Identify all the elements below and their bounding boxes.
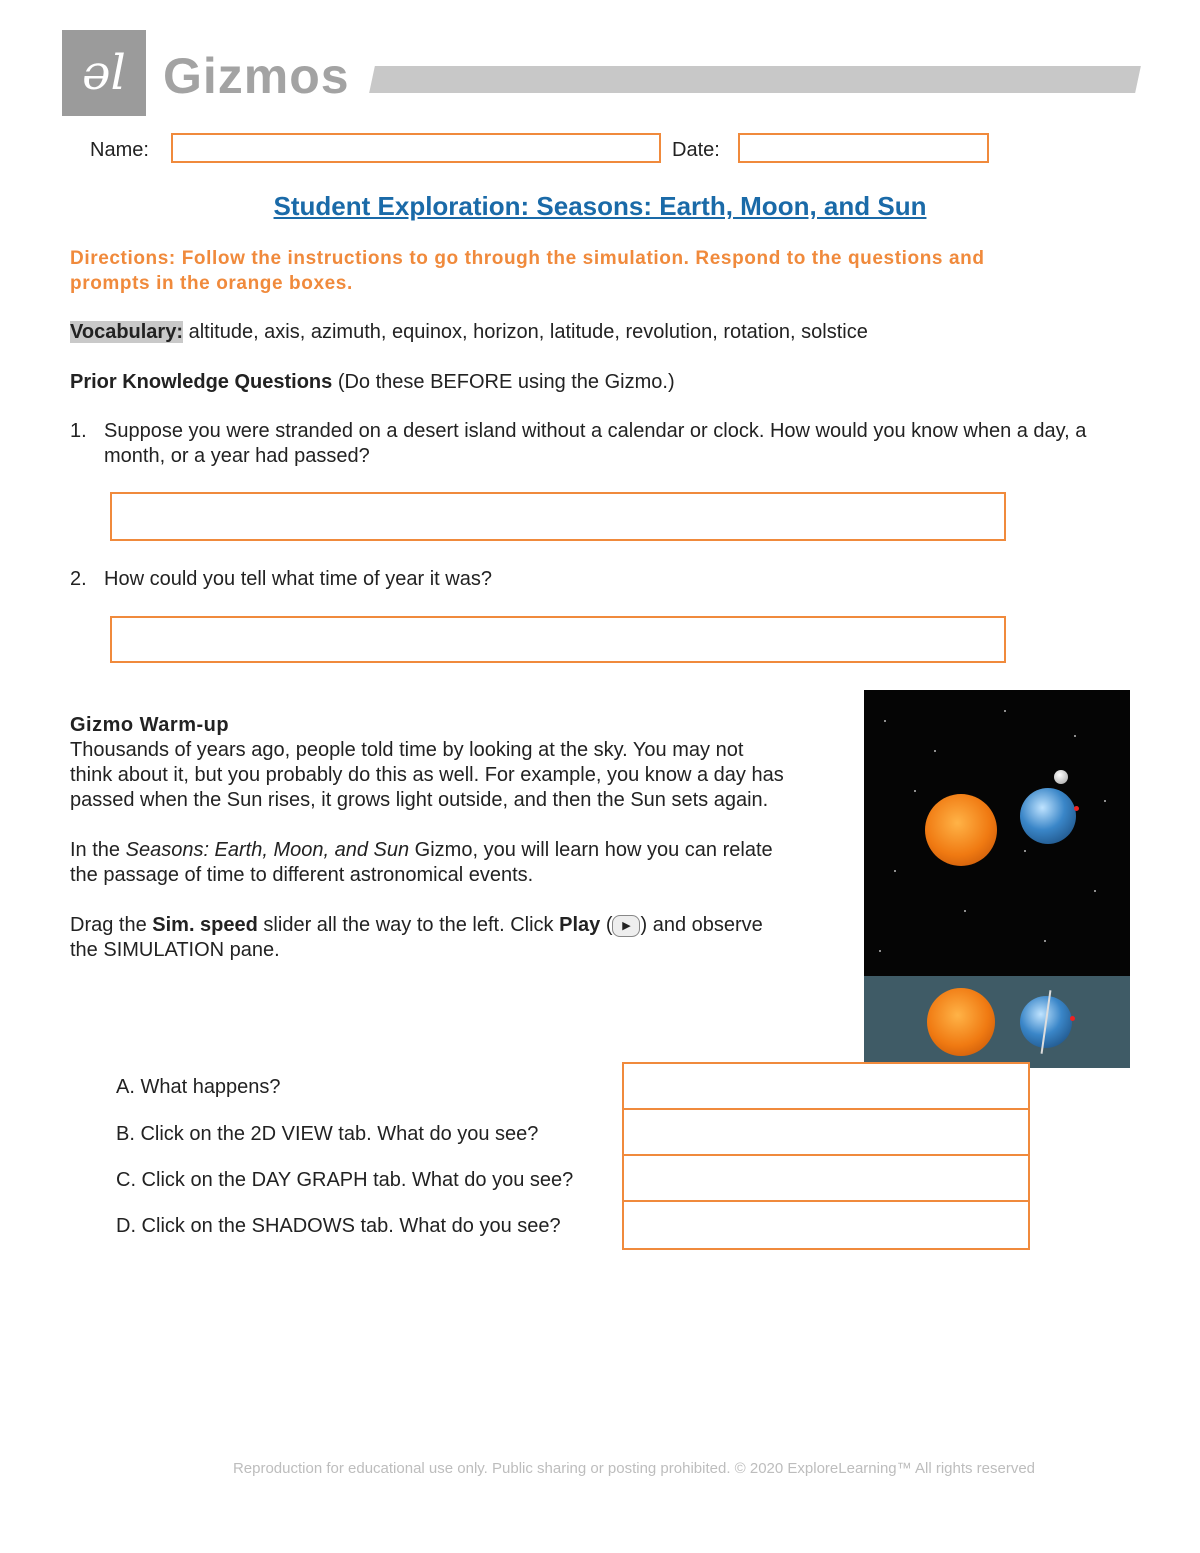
name-field[interactable] (171, 133, 661, 163)
subquestion-b: B. Click on the 2D VIEW tab. What do you see? (116, 1123, 539, 1145)
earth-image (1020, 788, 1076, 844)
subquestion-d: D. Click on the SHADOWS tab. What do you see? (116, 1215, 561, 1237)
simulation-2d-view (864, 976, 1130, 1068)
answer-box-2[interactable] (110, 616, 1006, 663)
vocabulary-heading: Vocabulary: (70, 321, 184, 343)
warmup-paragraph-1: Thousands of years ago, people told time by looking at the sky. You may not think about it, but you probably do this as well. For example, you know a day has passed when the Sun rises, it grows light outside, and then the Sun sets again. (70, 739, 784, 811)
date-label: Date: (672, 139, 720, 161)
answer-box-d[interactable] (622, 1200, 1030, 1250)
answer-box-a[interactable] (622, 1062, 1030, 1110)
sun-image (927, 988, 995, 1056)
directions: Directions: Follow the instructions to go through the simulation. Respond to the questions and prompts in the orange boxes. (70, 248, 985, 294)
vocabulary-line (70, 320, 868, 344)
location-marker (1074, 806, 1079, 811)
simulation-3d-view (864, 690, 1130, 976)
gizmos-logo-glyph: ǝl (82, 45, 126, 101)
name-label: Name: (90, 139, 149, 161)
question-1 (70, 419, 1110, 469)
warmup-paragraph-3: Drag the Sim. speed slider all the way to the left. Click Play ( ▶ ) and observe the SIMULATION pane. (70, 914, 763, 961)
page-title: Student Exploration: Seasons: Earth, Moon, and Sun (273, 191, 927, 221)
sun-image (925, 794, 997, 866)
warmup-section (70, 713, 790, 988)
warmup-paragraph-2: In the Seasons: Earth, Moon, and Sun Gizmo, you will learn how you can relate the passage of time to different astronomical events. (70, 839, 773, 886)
location-marker (1070, 1016, 1075, 1021)
header-bar (369, 66, 1141, 93)
question-number: 2. (70, 568, 87, 590)
question-number: 1. (70, 420, 87, 442)
subquestion-a: A. What happens? (116, 1076, 281, 1098)
question-text: Suppose you were stranded on a desert island without a calendar or clock. How would you know when a day, a month, or a year had passed? (104, 420, 1087, 467)
prior-knowledge-heading: Prior Knowledge Questions (Do these BEFORE using the Gizmo.) (70, 371, 675, 393)
date-field[interactable] (738, 133, 989, 163)
gizmos-logo (62, 30, 146, 116)
vocabulary-terms: altitude, axis, azimuth, equinox, horizon, latitude, revolution, rotation, solstice (183, 321, 868, 343)
question-text: How could you tell what time of year it was? (104, 568, 492, 590)
answer-box-c[interactable] (622, 1154, 1030, 1202)
question-2 (70, 567, 1110, 592)
moon-image (1054, 770, 1068, 784)
warmup-heading: Gizmo Warm-up (70, 714, 230, 736)
footer-copyright: Reproduction for educational use only. Public sharing or posting prohibited. © 2020 ExploreLearning™ All rights reserved (232, 1460, 1036, 1477)
answer-box-1[interactable] (110, 492, 1006, 541)
answer-box-b[interactable] (622, 1108, 1030, 1156)
brand-name: Gizmos (163, 48, 350, 104)
play-icon: ▶ (612, 915, 640, 937)
subquestion-c: C. Click on the DAY GRAPH tab. What do you see? (116, 1169, 574, 1191)
